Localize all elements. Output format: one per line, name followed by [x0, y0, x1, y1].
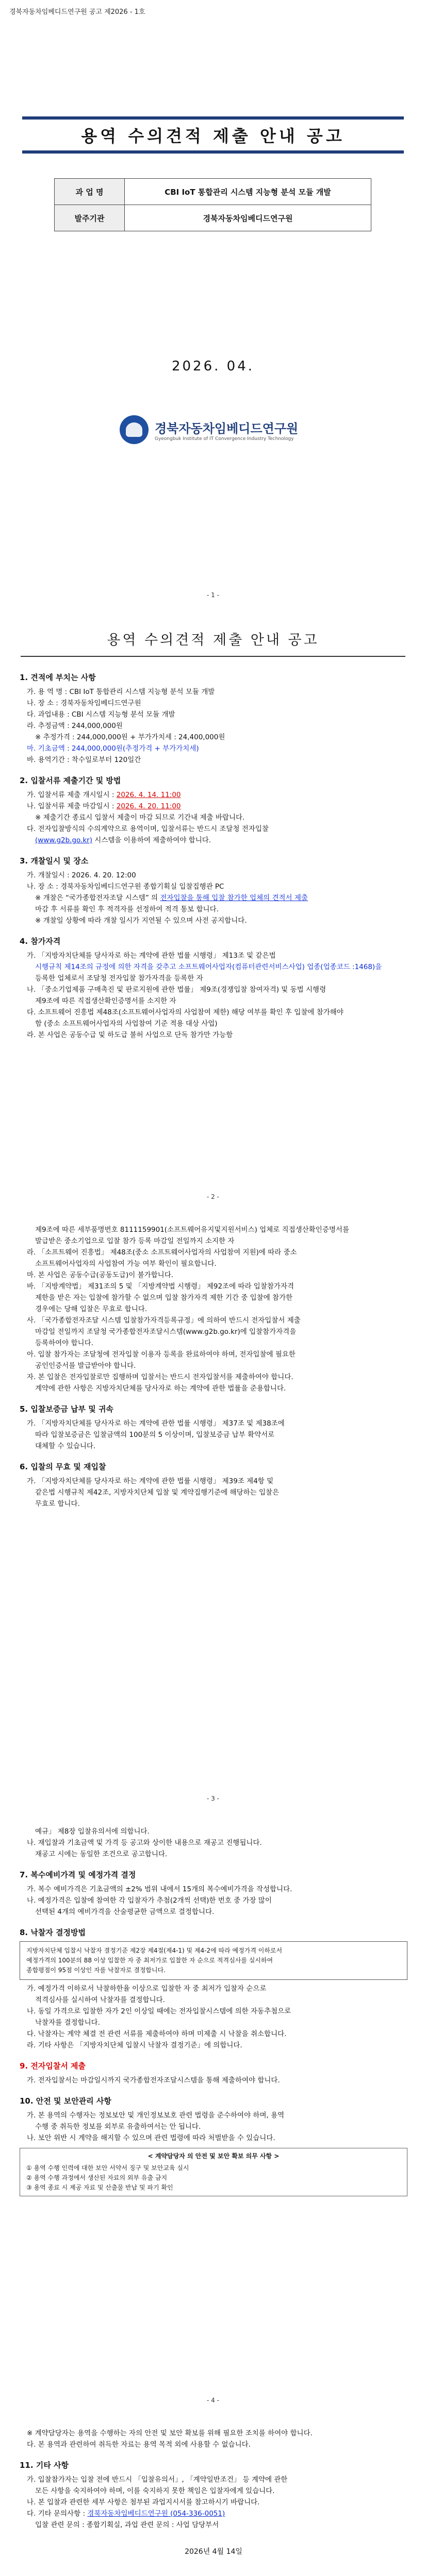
- notice-body-1: [20, 663, 407, 1041]
- notice-body-4: [20, 2428, 407, 2576]
- text-line: 다. 기타 문의사항 :: [27, 2510, 88, 2518]
- text-line: 지방자치단체 입찰시 낙찰자 결정기준 제2장 제4절(제4-1) 및 제4-2에 따라 예정가격 이하로서: [26, 1947, 283, 1954]
- cover-page: [0, 0, 426, 602]
- text-line: ※ 개찰일 상황에 따라 개찰 일시가 지연될 수 있으며 사전 공지합니다.: [35, 917, 247, 925]
- text-line: 제9조에 따른 세부품명번호 8111159901(소프트웨어유지및지원서비스) 업체로 직접생산확인증명서를: [35, 1226, 349, 1234]
- text-line: 공인인증서를 발급받아야 합니다.: [35, 1362, 136, 1370]
- page-3: [0, 1204, 426, 1805]
- table-row: [55, 205, 371, 231]
- text-line: 라. 추정금액 : 244,000,000원: [27, 722, 123, 730]
- text-line: 가. 「지방자치단체를 당사자로 하는 계약에 관한 법률 시행령」 제13조 및 같은법: [27, 952, 276, 960]
- text-line: 예규」 제8장 입찰유의서에 의합니다.: [35, 1827, 150, 1836]
- text-line: 가. 복수 예비가격은 기초금액의 ±2% 범위 내에서 15개의 복수예비가격을 작성합니다.: [27, 1885, 292, 1893]
- text-line: 나. 재입찰과 기초금액 및 가격 등 공고와 상이한 내용으로 재공고 진행됩니다.: [27, 1839, 262, 1847]
- text-line: 가. 전자입찰서는 마감일시까지 국가종합전자조달시스템을 통해 제출하여야 합니다.: [27, 2076, 280, 2084]
- award-criteria-box: [20, 1941, 407, 1980]
- text-line: 예정가격의 100분의 88 이상 입찰한 자 중 최저가로 입찰한 자 순으로 적격심사를 실시하여: [26, 1957, 273, 1964]
- section-heading: 2. 입찰서류 제출기간 및 방법: [20, 776, 121, 785]
- text-line: ※ 제출기간 종료시 입찰서 제출이 마감 되므로 기간내 제출 바랍니다.: [35, 814, 245, 822]
- text-line: 대체할 수 있습니다.: [35, 1442, 96, 1450]
- notice-body-3: [20, 1826, 407, 2200]
- text-line: 제한을 받은 자는 입찰에 참가할 수 없으며 입찰 참가자격 제한 기간 중 입찰에 참가한: [35, 1294, 293, 1302]
- text-line: 적격심사를 실시하여 낙찰자를 결정합니다.: [35, 1996, 165, 2004]
- text-line: 라. 기타 사항은 「지방자치단체 입찰시 낙찰자 결정기준」에 의합니다.: [27, 2041, 242, 2049]
- page-5: [0, 2407, 426, 2576]
- text-line: 나. 본 입찰과 관련한 세부 사항은 첨부된 과업지시서를 참고하시기 바랍니다.: [27, 2498, 260, 2506]
- text-line: 다. 본 용역과 관련하여 취득한 자료는 용역 목적 외에 사용할 수 없습니다.: [27, 2441, 251, 2449]
- section-heading: 5. 입찰보증금 납부 및 귀속: [20, 1404, 113, 1414]
- institute-name-en: Gyeongbuk Institute of IT Convergence Industry Technology: [155, 436, 294, 442]
- page-4: [0, 1805, 426, 2407]
- text-line: 라. 본 사업은 공동수급 및 하도급 불허 사업으로 단독 참가만 가능함: [27, 1031, 233, 1039]
- text-line: 가. 예정가격 이하로서 낙찰하한율 이상으로 입찰한 자 중 최저가 입찰자 순으로: [27, 1985, 267, 1993]
- text-line: 입찰 관련 문의 : 종합기획실, 과업 관련 문의 : 사업 담당부서: [35, 2521, 219, 2529]
- text-line: 나. 예정가격은 입찰에 참여한 각 입찰자가 추첨(2개씩 선택)한 번호 중 가장 많이: [27, 1896, 272, 1905]
- document-title: 용역 수의견적 제출 안내 공고: [21, 629, 405, 657]
- text-line: 재공고 시에는 동일한 조건으로 공고합니다.: [35, 1850, 168, 1858]
- text-line: 나. 장 소 : 경북자동차임베디드연구원: [27, 699, 141, 707]
- text-line: 선택된 4개의 예비가격을 산술평균한 금액으로 결정합니다.: [35, 1908, 215, 1916]
- text-line: 수행 중 취득한 정보를 외부로 유출하여서는 안 됩니다.: [35, 2123, 201, 2131]
- project-name-value: CBI IoT 통합관리 시스템 지능형 분석 모듈 개발: [125, 179, 371, 205]
- text-line: 시스템을 이용하여 제출하여야 합니다.: [92, 836, 211, 844]
- text-line: 다. 낙찰자는 계약 체결 전 관련 서류를 제출하여야 하며 미제출 시 낙찰을 취소합니다.: [27, 2030, 287, 2038]
- text-line: ※ 개찰은 “국가종합전자조달 시스템” 의: [35, 894, 160, 902]
- text-line: 경우에는 당해 입찰은 무효로 합니다.: [35, 1305, 148, 1313]
- text-line: 가. 입찰서류 제출 개시일시 :: [27, 791, 117, 799]
- text-line: 등록하여야 합니다.: [35, 1339, 93, 1347]
- base-amount-line: 마. 기초금액 : 244,000,000원(추정가격 + 부가가치세): [27, 744, 199, 753]
- text-line: 바. 「지방계약법」 제31조의 5 및 「지방계약법 시행령」 제92조에 따라 입찰참가자격: [27, 1282, 294, 1291]
- text-line: 종합평점이 95점 이상인 자를 낙찰자로 결정합니다.: [26, 1967, 166, 1974]
- notice-body-2: [20, 1224, 407, 1510]
- section-heading: 10. 안전 및 보안관리 사항: [20, 2096, 111, 2106]
- institute-name-ko: 경북자동차임베디드연구원: [155, 421, 299, 436]
- text-line: 나. 장 소 : 경북자동차임베디드연구원 종합기획실 입찰집행관 PC: [27, 883, 224, 891]
- text-line: 사. 「국가종합전자조달 시스템 입찰참가자격등록규정」에 의하여 반드시 전자입찰서 제출: [27, 1316, 301, 1325]
- text-line: 아. 입찰 참가자는 조달청에 전자입찰 이용자 등록을 완료하여야 하며, 전자입찰에 필요한: [27, 1350, 296, 1359]
- text-line: 소프트웨어사업자의 사업참여 가능 여부 확인이 필요합니다.: [35, 1260, 217, 1268]
- text-line: 전자입찰을 통해 입찰 참가한 업체의 견적서 제출: [160, 894, 308, 902]
- section-heading: 3. 개찰일시 및 장소: [20, 856, 89, 866]
- text-line: 자. 본 입찰은 전자입찰로만 집행하며 입찰서는 반드시 전자입찰서를 제출하여야 합니다.: [27, 1373, 293, 1381]
- institute-logo-icon: [120, 415, 149, 444]
- text-line: 마. 본 사업은 공동수급(공동도급)이 불가합니다.: [27, 1271, 174, 1279]
- contact-link[interactable]: 경북자동차임베디드연구원 (054-336-0051): [87, 2510, 225, 2518]
- text-line: 라. 「소프트웨어 진흥법」 제48조(중소 소프트웨어사업자의 사업참여 지원)에 따라 중소: [27, 1248, 297, 1257]
- page-number: - 3 -: [207, 1795, 219, 1802]
- text-line: 가. 「지방자치단체를 당사자로 하는 계약에 관한 법률 시행령」 제37조 및 제38조에: [27, 1419, 285, 1428]
- table-row: [55, 179, 371, 205]
- text-line: ③ 용역 종료 시 제공 자료 및 산출물 반납 및 파기 확인: [26, 2184, 173, 2191]
- text-line: 가. 용 역 명 : CBI IoT 통합관리 시스템 지능형 분석 모듈 개발: [27, 688, 215, 696]
- cover-date: 2026. 04.: [171, 359, 255, 374]
- section-heading: 1. 견적에 부치는 사항: [20, 673, 96, 682]
- box-title: < 계약담당자 의 안전 및 보안 확보 의무 사항 >: [148, 2153, 280, 2160]
- text-line: ② 용역 수행 과정에서 생산된 자료의 외부 유출 금지: [26, 2174, 168, 2181]
- text-line: ① 용역 수행 인력에 대한 보안 서약서 징구 및 보안교육 실시: [26, 2164, 189, 2172]
- text-line: 가. 본 용역의 수행자는 정보보안 및 개인정보보호 관련 법령을 준수하여야 하며, 용역: [27, 2111, 285, 2120]
- ordering-agency-value: 경북자동차임베디드연구원: [125, 205, 371, 231]
- text-line: ※ 계약담당자는 용역을 수행하는 자의 안전 및 보안 확보를 위해 필요한 조치를 하여야 합니다.: [27, 2429, 313, 2437]
- section-heading: 7. 복수예비가격 및 예정가격 결정: [20, 1870, 136, 1879]
- g2b-link[interactable]: (www.g2b.go.kr): [35, 836, 92, 844]
- text-line: 낙찰자를 결정합니다.: [35, 2019, 100, 2027]
- text-line: 나. 입찰서류 제출 마감일시 :: [27, 802, 117, 810]
- submission-deadline: 2026. 4. 20. 11:00: [116, 802, 181, 810]
- page-2: [0, 602, 426, 1204]
- page-number: - 2 -: [207, 1193, 219, 1200]
- text-line: 따라 입찰보증금은 입찰금액의 100분의 5 이상이며, 입찰보증금 납부 확약서로: [35, 1431, 275, 1439]
- text-line: 계약에 관한 사항은 지방자치단체를 당사자로 하는 계약에 관한 법률을 준용합니다.: [35, 1384, 286, 1393]
- text-line: 바. 용역기간 : 착수일로부터 120일간: [27, 756, 141, 764]
- page-number: - 4 -: [207, 2397, 219, 2404]
- text-line: 가. 입찰참가자는 입찰 전에 반드시 「입찰유의서」, 「계약일반조건」 등 계약에 관한: [27, 2476, 288, 2484]
- text-line: 제9조에 따른 직접생산확인증명서를 소지한 자: [35, 997, 176, 1005]
- document-header: 경북자동차임베디드연구원 공고 제2026 - 1호: [9, 8, 145, 16]
- ordering-agency-label: 발주기관: [55, 205, 125, 231]
- text-line: 나. 동일 가격으로 입찰한 자가 2인 이상일 때에는 전자입찰시스템에 의한 자동추첨으로: [27, 2007, 291, 2015]
- text-line: 가. 개찰일시 : 2026. 4. 20. 12:00: [27, 871, 136, 879]
- text-line: 함 (중소 소프트웨어사업자의 사업참여 기준 적용 대상 사업): [35, 1020, 218, 1028]
- section-heading: 9. 전자입찰서 제출: [20, 2061, 86, 2071]
- text-line: 다. 과업내용 : CBI 시스템 지능형 분석 모듈 개발: [27, 710, 175, 719]
- text-line: 같은법 시행규칙 제42조, 지방자치단체 입찰 및 계약집행기준에 해당하는 입찰은: [35, 1488, 280, 1497]
- text-line: 등록한 업체로서 조달청 전자입찰 참가자격을 등록한 자: [35, 974, 203, 982]
- text-line: 가. 「지방자치단체를 당사자로 하는 계약에 관한 법률 시행령」 제39조 제4항 및: [27, 1477, 274, 1485]
- submission-start: 2026. 4. 14. 11:00: [116, 791, 181, 799]
- section-heading: 11. 기타 사항: [20, 2461, 69, 2470]
- cover-title: 용역 수의견적 제출 안내 공고: [22, 116, 404, 154]
- text-line: 무효로 합니다.: [35, 1500, 80, 1508]
- text-line: 다. 전자입찰방식의 수의계약으로 용역이며, 입찰서류는 반드시 조달청 전자입찰: [27, 825, 269, 833]
- text-line: 나. 「중소기업제품 구매촉진 및 판로지원에 관한 법률」 제9조(경쟁입찰 참여자격) 및 동법 시행령: [27, 986, 326, 994]
- text-line: 다. 소프트웨어 진흥법 제48조(소프트웨어사업자의 사업참여 제한) 해당 여부를 확인 후 입찰에 참가해야: [27, 1008, 343, 1016]
- text-line: 모든 사항을 숙지하여야 하며, 이를 숙지하지 못한 책임은 입찰자에게 있습니다.: [35, 2487, 275, 2495]
- text-line: 나. 보안 위반 시 계약을 해지할 수 있으며 관련 법령에 따라 처벌받을 수 있습니다.: [27, 2134, 275, 2142]
- text-line: 마감 후 서류를 확인 후 적격자를 선정하여 적격 통보 합니다.: [35, 905, 219, 913]
- institute-logo: [120, 415, 298, 444]
- safety-duty-box: [20, 2148, 407, 2196]
- page-number: - 1 -: [207, 591, 219, 599]
- notice-date: 2026년 4월 14일: [185, 2548, 242, 2556]
- section-heading: 4. 참가자격: [20, 937, 61, 946]
- text-line: 발급받은 중소기업으로 입찰 참가 등록 마감일 전일까지 소지한 자: [35, 1237, 235, 1245]
- project-name-label: 과 업 명: [55, 179, 125, 205]
- text-line: 마감일 전일까지 조달청 국가종합전자조달시스템(www.g2b.go.kr)에 입찰참가자격을: [35, 1328, 297, 1336]
- section-heading: 6. 입찰의 무효 및 재입찰: [20, 1462, 106, 1471]
- text-line: 시행규칙 제14조의 규정에 의한 자격을 갖추고 소프트웨어사업자(컴퓨터관련서비스사업) 업종(업종코드 :1468)을: [35, 963, 382, 971]
- project-info-table: [54, 178, 371, 231]
- section-heading: 8. 낙찰자 결정방법: [20, 1928, 86, 1937]
- text-line: ※ 추정가격 : 244,000,000원 + 부가가치세 : 24,400,000원: [35, 733, 225, 741]
